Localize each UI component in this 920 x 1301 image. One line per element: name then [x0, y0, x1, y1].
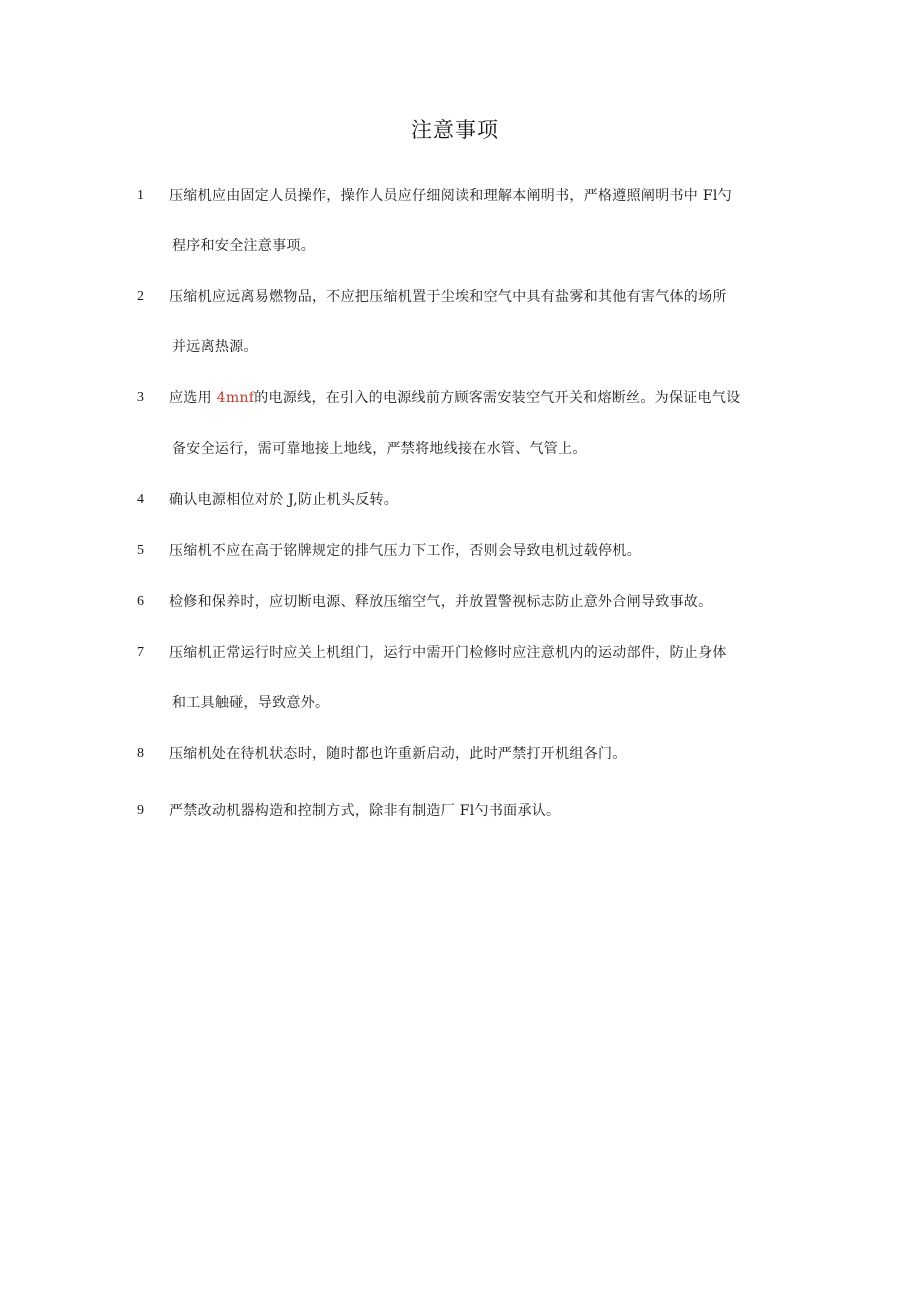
- page-title: 注意事项: [411, 118, 499, 142]
- item-text-continued: 程序和安全注意事项。: [172, 238, 315, 254]
- item-text: 严禁改动机器构造和控制方式，除非有制造厂 Fl勺书面承认。: [169, 803, 561, 819]
- item-text: 压缩机不应在高于铭牌规定的排气压力下工作，否则会导致电机过载停机。: [169, 543, 641, 559]
- item-text: [169, 388, 740, 408]
- item-number: 3: [137, 390, 144, 405]
- cable-spec-highlight: 4mnf: [216, 390, 255, 406]
- item-text-pre: 应选用: [169, 390, 217, 406]
- item-text: 压缩机处在待机状态时，随时都也许重新启动，此时严禁打开机组各门。: [169, 746, 627, 762]
- item-number: 9: [137, 803, 144, 818]
- item-number: 1: [137, 188, 144, 203]
- item-text-continued: 并远离热源。: [172, 339, 258, 355]
- item-number: 4: [137, 492, 144, 507]
- item-number: 6: [137, 594, 144, 609]
- item-number: 2: [137, 289, 144, 304]
- item-number: 7: [137, 645, 144, 660]
- item-text: 压缩机应远离易燃物品，不应把压缩机置于尘埃和空气中具有盐雾和其他有害气体的场所: [169, 289, 727, 305]
- item-text: 压缩机应由固定人员操作，操作人员应仔细阅读和理解本阐明书，严格遵照阐明书中 Fl勺: [169, 188, 732, 204]
- item-text: 确认电源相位对於 J,防止机头反转。: [169, 492, 399, 508]
- item-text-continued: 和工具触碰，导致意外。: [172, 695, 330, 711]
- item-text-continued: 备安全运行，需可靠地接上地线，严禁将地线接在水管、气管上。: [172, 441, 587, 457]
- item-number: 5: [137, 543, 144, 558]
- item-number: 8: [137, 746, 144, 761]
- item-text-post: 的电源线，在引入的电源线前方顾客需安装空气开关和熔断丝。为保证电气设: [254, 390, 741, 406]
- item-text: 压缩机正常运行时应关上机组门，运行中需开门检修时应注意机内的运动部件，防止身体: [169, 645, 727, 661]
- item-text: 检修和保养时，应切断电源、释放压缩空气，并放置警视标志防止意外合闸导致事故。: [169, 594, 713, 610]
